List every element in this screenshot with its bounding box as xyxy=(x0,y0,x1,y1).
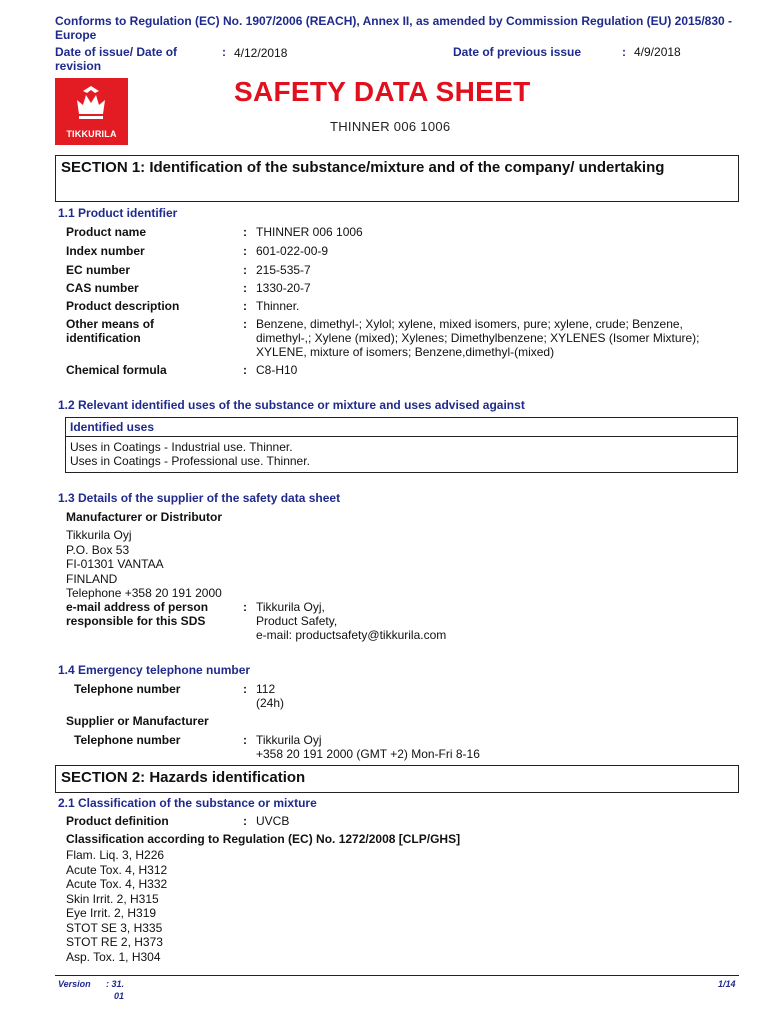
footer-divider xyxy=(55,975,739,976)
classification-item: Acute Tox. 4, H332 xyxy=(66,877,168,891)
use-line: Uses in Coatings - Professional use. Thinner. xyxy=(70,454,310,468)
telephone-line: +358 20 191 2000 (GMT +2) Mon-Fri 8-16 xyxy=(256,747,480,761)
colon: : xyxy=(243,682,247,696)
classification-item: Skin Irrit. 2, H315 xyxy=(66,891,159,906)
emergency-telephone-label: Telephone number xyxy=(74,682,181,696)
identified-uses-box xyxy=(65,417,738,473)
page-subtitle: THINNER 006 1006 xyxy=(330,119,451,134)
index-number-value: 601-022-00-9 xyxy=(256,244,329,258)
subsection-1-4-heading: 1.4 Emergency telephone number xyxy=(58,663,251,677)
email-person-value xyxy=(256,600,741,642)
classification-list xyxy=(66,848,167,964)
date-prev-colon: : xyxy=(622,45,626,59)
section-2-title: SECTION 2: Hazards identification xyxy=(55,765,739,793)
email-line: Tikkurila Oyj, xyxy=(256,600,325,614)
telephone-line: 112 xyxy=(256,682,276,696)
date-prev-value: 4/9/2018 xyxy=(634,45,681,59)
chemical-formula-label: Chemical formula xyxy=(66,363,167,377)
cas-number-label: CAS number xyxy=(66,281,139,295)
supplier-address xyxy=(66,528,222,601)
cas-number-value: 1330-20-7 xyxy=(256,281,311,295)
colon: : xyxy=(243,225,247,239)
telephone-line: (24h) xyxy=(256,696,285,710)
address-line: P.O. Box 53 xyxy=(66,542,130,557)
classification-item: Acute Tox. 4, H312 xyxy=(66,862,168,877)
identified-uses-heading: Identified uses xyxy=(66,418,737,437)
address-line: Telephone +358 20 191 2000 xyxy=(66,586,222,600)
classification-item: Asp. Tox. 1, H304 xyxy=(66,949,161,964)
other-means-label: Other means of identification xyxy=(66,317,155,345)
subsection-1-3-heading: 1.3 Details of the supplier of the safety data sheet xyxy=(58,491,341,505)
colon: : xyxy=(243,317,247,331)
subsection-1-1-heading: 1.1 Product identifier xyxy=(58,206,178,220)
address-line: Tikkurila Oyj xyxy=(66,528,132,542)
page-title: SAFETY DATA SHEET xyxy=(234,76,531,107)
email-line: e-mail: productsafety@tikkurila.com xyxy=(256,628,447,642)
version-label: Version xyxy=(58,979,91,989)
ec-number-value: 215-535-7 xyxy=(256,263,311,277)
emergency-telephone-value xyxy=(256,682,741,710)
product-definition-label: Product definition xyxy=(66,814,169,828)
supplier-telephone-label: Telephone number xyxy=(74,733,181,747)
email-line: Product Safety, xyxy=(256,614,338,628)
date-issue-colon: : xyxy=(222,45,226,59)
colon: : xyxy=(243,814,247,828)
crown-icon xyxy=(55,78,128,128)
colon: : xyxy=(243,299,247,313)
product-name-label: Product name xyxy=(66,225,147,239)
tikkurila-logo xyxy=(55,78,128,145)
product-description-label: Product description xyxy=(66,299,180,313)
product-description-value: Thinner. xyxy=(256,299,300,313)
classification-label: Classification according to Regulation (EC) No. 1272/2008 [CLP/GHS] xyxy=(66,832,461,846)
chemical-formula-value: C8-H10 xyxy=(256,363,298,377)
subsection-2-1-heading: 2.1 Classification of the substance or mixture xyxy=(58,796,317,810)
logo-text: TIKKURILA xyxy=(66,129,117,139)
classification-item: Eye Irrit. 2, H319 xyxy=(66,906,157,920)
email-person-label: e-mail address of person responsible for this SDS xyxy=(66,600,209,628)
manufacturer-label: Manufacturer or Distributor xyxy=(66,510,223,524)
version-value: : 31. xyxy=(106,979,125,989)
subsection-1-2-heading: 1.2 Relevant identified uses of the substance or mixture and uses advised against xyxy=(58,398,525,412)
address-line: FI-01301 VANTAA xyxy=(66,557,164,571)
colon: : xyxy=(243,363,247,377)
classification-item: Flam. Liq. 3, H226 xyxy=(66,848,165,862)
other-means-value: Benzene, dimethyl-; Xylol; xylene, mixed isomers, pure; xylene, crude; Benzene, dimethyl-,; Xylene (mixed); Xylenes; Dimethylbenzene; XYLENES (Isomer Mixture); XYLENE, mixture of isomers; Benzene,dimethyl-(mixed) xyxy=(256,317,700,359)
classification-item: STOT RE 2, H373 xyxy=(66,935,163,949)
supplier-manufacturer-label: Supplier or Manufacturer xyxy=(66,714,209,728)
address-line: FINLAND xyxy=(66,571,118,586)
colon: : xyxy=(243,281,247,295)
colon: : xyxy=(243,733,247,747)
date-prev-label: Date of previous issue xyxy=(453,45,582,59)
colon: : xyxy=(243,244,247,258)
colon: : xyxy=(243,600,247,614)
use-line: Uses in Coatings - Industrial use. Thinner. xyxy=(70,440,293,454)
product-name-value: THINNER 006 1006 xyxy=(256,225,363,239)
telephone-line: Tikkurila Oyj xyxy=(256,733,322,747)
ec-number-label: EC number xyxy=(66,263,131,277)
date-issue-value: 4/12/2018 xyxy=(234,46,288,60)
regulation-statement: Conforms to Regulation (EC) No. 1907/2006 (REACH), Annex II, as amended by Commission Regulation (EU) 2015/830 - Europe xyxy=(55,14,733,42)
index-number-label: Index number xyxy=(66,244,145,258)
product-definition-value: UVCB xyxy=(256,814,290,828)
classification-item: STOT SE 3, H335 xyxy=(66,920,163,935)
page-number: 1/14 xyxy=(718,979,736,989)
version-value-2: 01 xyxy=(114,991,125,1001)
supplier-telephone-value xyxy=(256,733,741,761)
date-issue-label: Date of issue/ Date of revision xyxy=(55,45,178,73)
section-1-title: SECTION 1: Identification of the substance/mixture and of the company/ undertaking xyxy=(55,155,739,202)
colon: : xyxy=(243,263,247,277)
